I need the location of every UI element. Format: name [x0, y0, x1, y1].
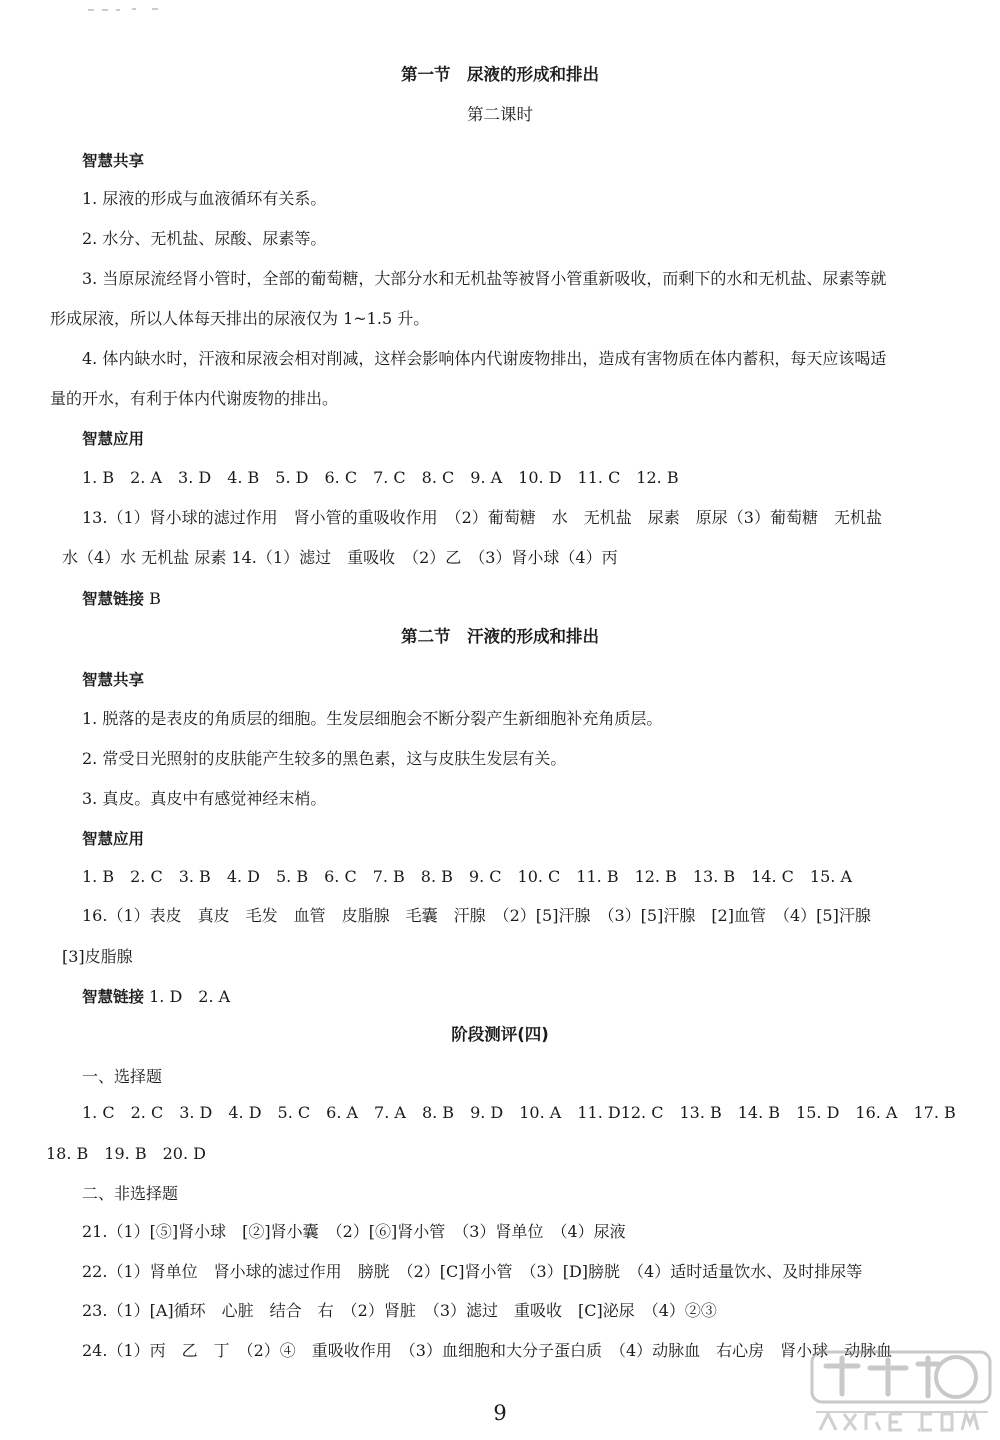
section-2-apply-line-2: 16.（1）表皮 真皮 毛发 血管 皮脂腺 毛囊 汗腺 （2）[5]汗腺 （3）[5]汗腺 [2]血管 （4）[5]汗腺	[82, 906, 871, 925]
test-part-1-heading: 一、选择题	[82, 1067, 163, 1086]
section-1-share-heading: 智慧共享	[82, 152, 145, 170]
section-2-apply-heading: 智慧应用	[82, 830, 145, 848]
section-1-link	[82, 588, 161, 610]
test-part-2-line-3: 23.（1）[A]循环 心脏 结合 右 （2）肾脏 （3）滤过 重吸收 [C]泌尿 （4）②③	[82, 1301, 717, 1320]
section-1-share-item-4: 4. 体内缺水时，汗液和尿液会相对削减，这样会影响体内代谢废物排出，造成有害物质在体内蓄积，每天应该喝适	[82, 349, 887, 368]
test-part-2-heading: 二、非选择题	[82, 1184, 179, 1203]
section-1-apply-line-2: 13.（1）肾小球的滤过作用 肾小管的重吸收作用 （2）葡萄糖 水 无机盐 尿素 原尿（3）葡萄糖 无机盐	[82, 508, 882, 527]
section-1-link-heading: 智慧链接	[82, 590, 145, 608]
section-1-title: 第一节 尿液的形成和排出	[401, 65, 599, 84]
test-title: 阶段测评(四)	[451, 1025, 549, 1044]
section-2-link	[82, 986, 230, 1008]
test-part-2-line-1: 21.（1）[⑤]肾小球 [②]肾小囊 （2）[⑥]肾小管 （3）肾单位 （4）尿液	[82, 1222, 626, 1241]
section-1-share-item-1: 1. 尿液的形成与血液循环有关系。	[82, 189, 327, 208]
section-2-share-item-3: 3. 真皮。真皮中有感觉神经末梢。	[82, 789, 327, 808]
section-1-share-item-3: 3. 当原尿流经肾小管时，全部的葡萄糖，大部分水和无机盐等被肾小管重新吸收，而剩下的水和无机盐、尿素等就	[82, 269, 887, 288]
section-2-share-heading: 智慧共享	[82, 671, 145, 689]
section-2-share-item-1: 1. 脱落的是表皮的角质层的细胞。生发层细胞会不断分裂产生新细胞补充角质层。	[82, 709, 663, 728]
section-2-link-heading: 智慧链接	[82, 988, 145, 1006]
section-1-subtitle: 第二课时	[467, 105, 533, 124]
section-1-share-item-3-cont: 形成尿液，所以人体每天排出的尿液仅为 1~1.5 升。	[50, 309, 430, 328]
section-1-apply-line-1: 1. B 2. A 3. D 4. B 5. D 6. C 7. C 8. C 9. A 10. D 11. C 12. B	[82, 468, 679, 487]
test-part-2-line-4: 24.（1）丙 乙 丁 （2）④ 重吸收作用 （3）血细胞和大分子蛋白质 （4）动脉血 右心房 肾小球 动脉血	[82, 1341, 893, 1360]
section-2-apply-line-1: 1. B 2. C 3. B 4. D 5. B 6. C 7. B 8. B 9. C 10. C 11. B 12. B 13. B 14. C 15. A	[82, 867, 853, 886]
test-part-2-line-2: 22.（1）肾单位 肾小球的滤过作用 膀胱 （2）[C]肾小管 （3）[D]膀胱 （4）适时适量饮水、及时排尿等	[82, 1262, 863, 1281]
section-1-share-item-4-cont: 量的开水，有利于体内代谢废物的排出。	[50, 389, 339, 408]
scan-marks	[88, 4, 178, 14]
page-number: 9	[493, 1401, 507, 1425]
section-1-link-answer: B	[144, 589, 161, 608]
test-part-1-line-1: 1. C 2. C 3. D 4. D 5. C 6. A 7. A 8. B 9. D 10. A 11. D12. C 13. B 14. B 15. D 16. A 17. B	[82, 1103, 956, 1122]
section-2-link-answer: 1. D 2. A	[144, 987, 231, 1006]
section-2-share-item-2: 2. 常受日光照射的皮肤能产生较多的黑色素，这与皮肤生发层有关。	[82, 749, 567, 768]
section-1-share-item-2: 2. 水分、无机盐、尿酸、尿素等。	[82, 229, 327, 248]
test-part-1-line-2: 18. B 19. B 20. D	[46, 1144, 206, 1163]
section-1-apply-line-3: 水（4）水 无机盐 尿素 14.（1）滤过 重吸收 （2）乙 （3）肾小球（4）丙	[62, 548, 618, 567]
section-2-title: 第二节 汗液的形成和排出	[401, 627, 599, 646]
section-1-apply-heading: 智慧应用	[82, 430, 145, 448]
section-2-apply-line-3: [3]皮脂腺	[62, 947, 133, 966]
watermark-logo	[806, 1346, 996, 1434]
watermark-logo-icon	[806, 1346, 996, 1434]
